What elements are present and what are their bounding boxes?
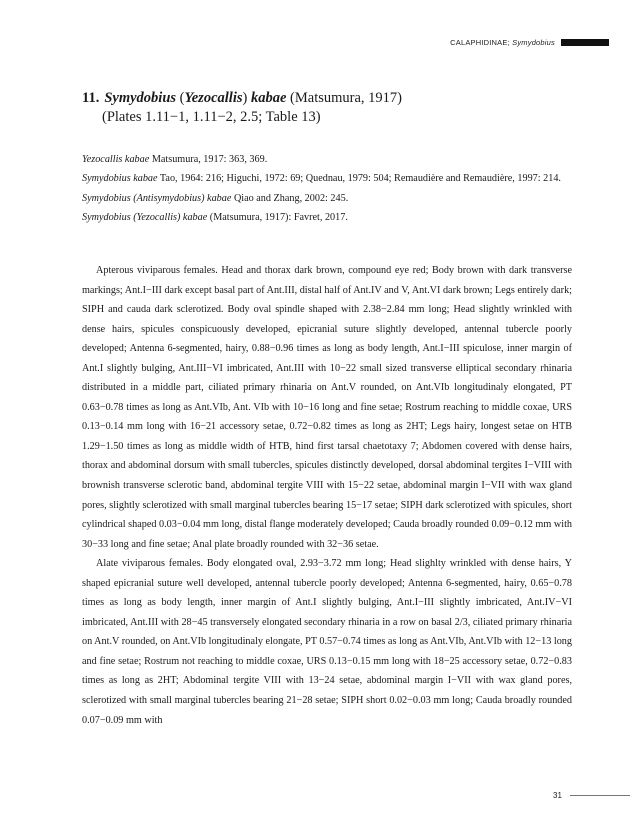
species-heading	[82, 89, 402, 127]
plates-reference: (Plates 1.11−1, 1.11−2, 2.5; Table 13)	[102, 109, 321, 125]
synonym-entry: Symydobius kabae Tao, 1964: 216; Higuchi, 1972: 69; Quednau, 1979: 504; Remaudière and Remaudière, 1997: 214.	[82, 173, 561, 185]
synonym-entry: Symydobius (Yezocallis) kabae (Matsumura, 1917): Favret, 2017.	[82, 212, 348, 224]
species-name: kabae	[250, 90, 287, 106]
subgenus-name: Yezocallis	[184, 90, 243, 106]
genus-name: Symydobius	[104, 90, 177, 106]
species-author: (Matsumura, 1917)	[286, 90, 402, 106]
page-number: 31	[553, 791, 562, 800]
footer-rule	[570, 795, 630, 796]
synonym-entry: Symydobius (Antisymydobius) kabae Qiao and Zhang, 2002: 245.	[82, 192, 349, 204]
synonymy-list	[82, 150, 572, 228]
apterous-description: Apterous viviparous females. Head and thorax dark brown, compound eye red; Body brown with dark transverse markings; Ant.I−III dark except basal part of Ant.III, distal half of Ant.IV and V, Ant.VI dark brown; Legs entirely dark; SIPH and cauda dark sclerotized. Body oval spindle shaped with 2.38−2.84 mm long; Head slightly wrinkled with dense hairs, spicules conspicuously developed, epicranial suture slightly developed, antennal tubercle poorly developed; Antenna 6-segmented, hairy, 0.88−0.96 times as long as body length, Ant.I−III spiculose, inner margin of Ant.I slightly bulging, Ant.III−VI imbricated, Ant.III with 10−22 small sized transverse elliptical secondary rhinaria distributed in a middle part, ciliated primary rhinaria on Ant.V rounded, on Ant.VIb longitudinaly elongated, PT 0.63−0.78 times as long as Ant.VIb, Ant. VIb with 10−16 long and fine setae; Rostrum reaching to middle coxae, URS 0.13−0.14 mm long with 16−21 accessory setae, 0.72−0.82 times as long as 2HT; Legs hairy, longest setae on HTB 1.29−1.50 times as long as middle width of HTB, hind first tarsal chaetotaxy 7; Abdomen covered with dense hairs, thorax and abdominal dorsum with small tubercles, spicules distinctly developed, dorsal abdominal tergites I−VIII with brownish transverse sclerotic band, abdominal tergite VIII with 15−22 setae, abdominal margin I−VII with wax gland pores, slightly sclerotized with small marginal tubercles bearing 15−17 setae; SIPH dark sclerotized with spicules, short cylindrical shaped 0.03−0.04 mm long, distal flange moderately developed; Cauda broadly rounded 0.09−0.12 mm with 30−33 long and fine setae; Anal plate broadly rounded with 32−36 setae.	[82, 265, 572, 550]
alate-description: Alate viviparous females. Body elongated oval, 2.93−3.72 mm long; Head slighlty wrinkled with dense hairs, Y shaped epicranial suture well developed, antennal tubercle poorly developed; Antenna 6-segmented, hairy, 0.65−0.78 times as long as body length, inner margin of Ant.I slightly bulging, Ant.I−III slightly imbricated, Ant.IV−VI imbricated, Ant.III with 28−45 transversely elongated secondary rhinaria in a row on basal 2/3, ciliated primary rhinaria on Ant.V rounded, on Ant.VIb longitudinaly elongate, PT 0.57−0.74 times as long as Ant.VIb, Ant.VIb with 12−13 long and fine setae; Rostrum not reaching to middle coxae, URS 0.13−0.15 mm long with 18−25 accessory setae, 0.72−0.83 times as long as 2HT; Abdominal tergite VIII with 13−24 setae, abdominal margin I−VII with wax gland pores, sclerotized with small marginal tubercles bearing 21−28 setae; SIPH short 0.02−0.03 mm long; Cauda broadly rounded 0.07−0.09 mm with	[82, 558, 572, 726]
running-head-bar	[561, 39, 609, 46]
synonym-entry: Yezocallis kabae Matsumura, 1917: 363, 369.	[82, 154, 268, 165]
running-head-text: CALAPHIDINAE; Symydobius	[450, 38, 555, 47]
species-title: 11. Symydobius (Yezocallis) kabae (Matsumura, 1917)	[82, 90, 402, 106]
species-number: 11.	[82, 90, 100, 106]
running-head	[450, 38, 609, 47]
page-footer	[553, 791, 630, 800]
description-body	[82, 261, 572, 730]
